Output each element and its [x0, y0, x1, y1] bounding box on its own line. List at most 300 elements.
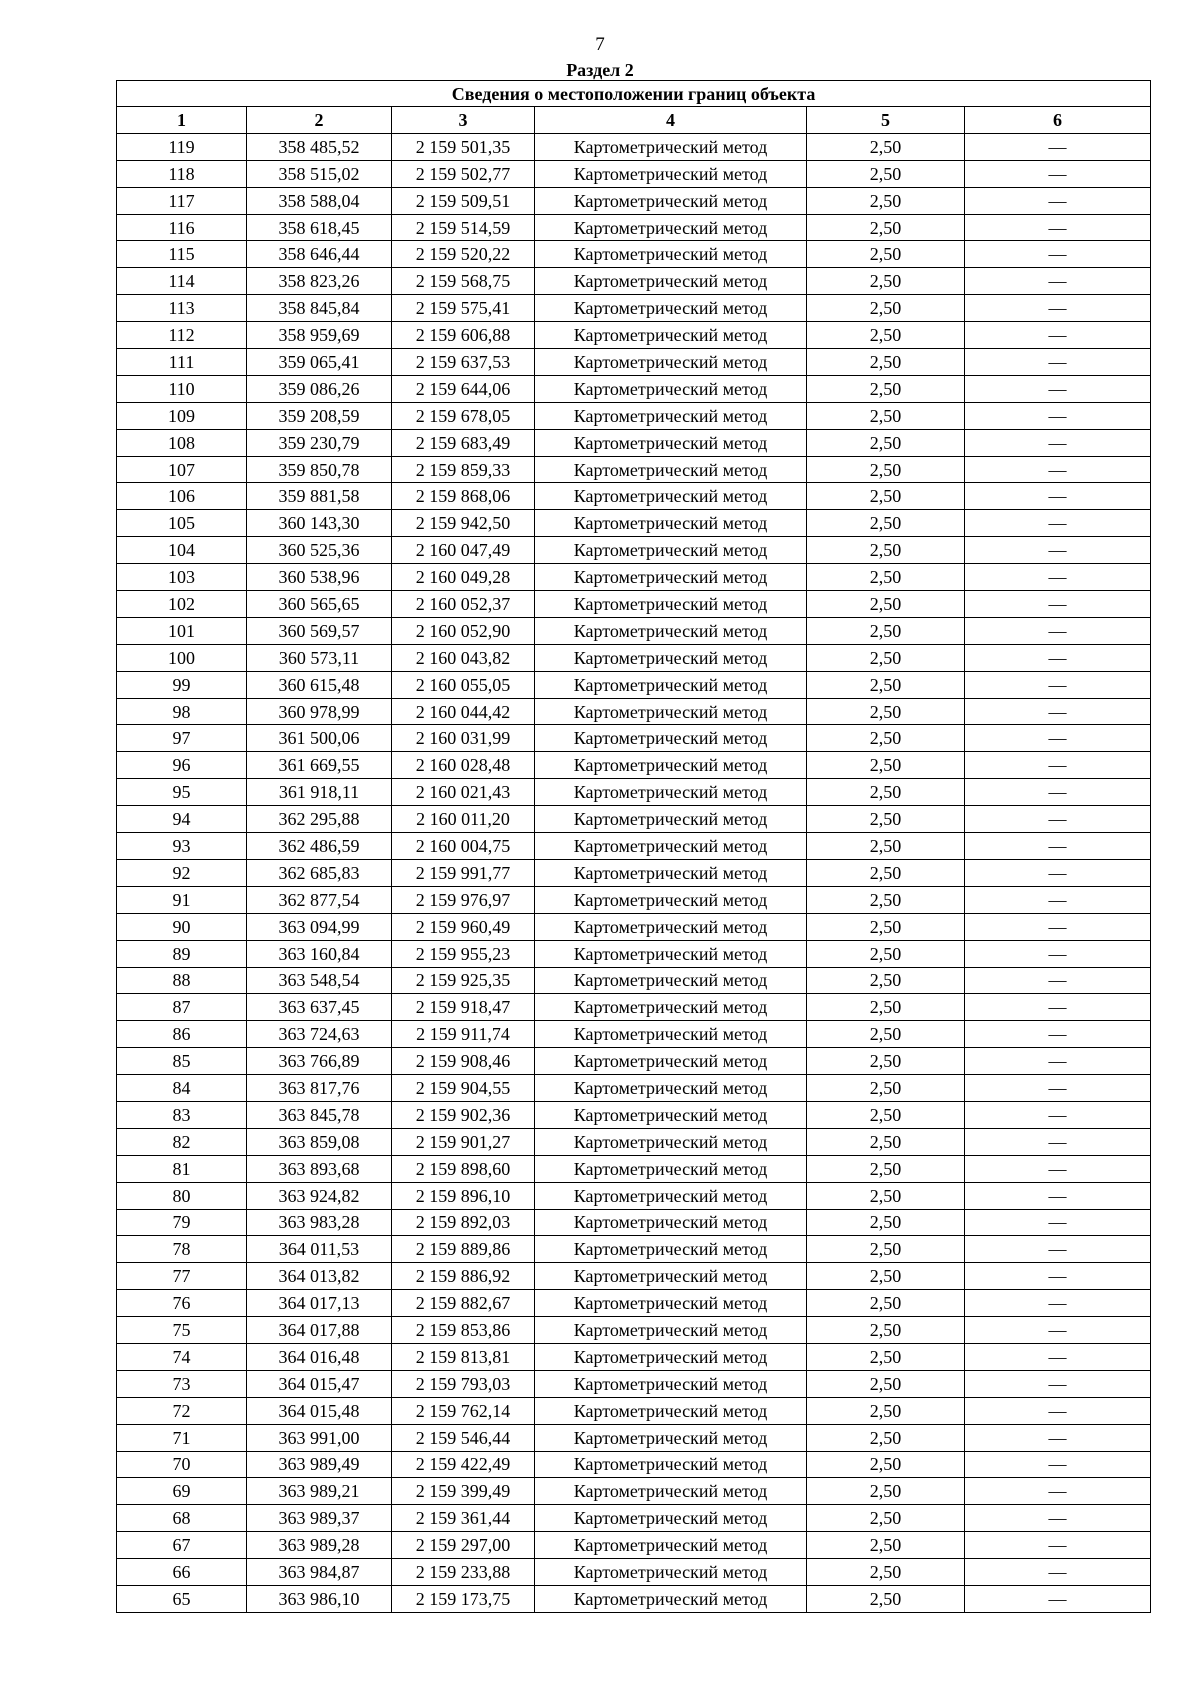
- method-cell: Картометрический метод: [535, 994, 807, 1021]
- table-row: [117, 510, 1151, 537]
- point-number-cell: 73: [117, 1370, 247, 1397]
- note-cell: —: [965, 564, 1151, 591]
- note-cell: —: [965, 456, 1151, 483]
- accuracy-cell: 2,50: [807, 698, 965, 725]
- x-coordinate-cell: 359 208,59: [247, 402, 392, 429]
- method-cell: Картометрический метод: [535, 617, 807, 644]
- table-row: [117, 483, 1151, 510]
- y-coordinate-cell: 2 159 955,23: [392, 940, 535, 967]
- y-coordinate-cell: 2 159 762,14: [392, 1397, 535, 1424]
- table-row: [117, 1451, 1151, 1478]
- x-coordinate-cell: 358 515,02: [247, 160, 392, 187]
- point-number-cell: 110: [117, 375, 247, 402]
- x-coordinate-cell: 363 924,82: [247, 1182, 392, 1209]
- accuracy-cell: 2,50: [807, 1236, 965, 1263]
- x-coordinate-cell: 363 989,21: [247, 1478, 392, 1505]
- method-cell: Картометрический метод: [535, 1370, 807, 1397]
- accuracy-cell: 2,50: [807, 322, 965, 349]
- point-number-cell: 101: [117, 617, 247, 644]
- note-cell: —: [965, 833, 1151, 860]
- point-number-cell: 106: [117, 483, 247, 510]
- accuracy-cell: 2,50: [807, 1075, 965, 1102]
- note-cell: —: [965, 1209, 1151, 1236]
- accuracy-cell: 2,50: [807, 886, 965, 913]
- note-cell: —: [965, 1021, 1151, 1048]
- accuracy-cell: 2,50: [807, 1370, 965, 1397]
- note-cell: —: [965, 268, 1151, 295]
- table-row: [117, 752, 1151, 779]
- x-coordinate-cell: 363 893,68: [247, 1155, 392, 1182]
- x-coordinate-cell: 359 065,41: [247, 349, 392, 376]
- y-coordinate-cell: 2 159 501,35: [392, 133, 535, 160]
- table-row: [117, 779, 1151, 806]
- method-cell: Картометрический метод: [535, 967, 807, 994]
- point-number-cell: 65: [117, 1585, 247, 1612]
- accuracy-cell: 2,50: [807, 349, 965, 376]
- method-cell: Картометрический метод: [535, 349, 807, 376]
- x-coordinate-cell: 359 230,79: [247, 429, 392, 456]
- method-cell: Картометрический метод: [535, 187, 807, 214]
- column-number: 3: [392, 107, 535, 134]
- table-row: [117, 1182, 1151, 1209]
- method-cell: Картометрический метод: [535, 1101, 807, 1128]
- method-cell: Картометрический метод: [535, 1343, 807, 1370]
- method-cell: Картометрический метод: [535, 1451, 807, 1478]
- method-cell: Картометрический метод: [535, 322, 807, 349]
- method-cell: Картометрический метод: [535, 160, 807, 187]
- point-number-cell: 94: [117, 806, 247, 833]
- x-coordinate-cell: 360 569,57: [247, 617, 392, 644]
- note-cell: —: [965, 375, 1151, 402]
- table-row: [117, 214, 1151, 241]
- x-coordinate-cell: 362 486,59: [247, 833, 392, 860]
- point-number-cell: 80: [117, 1182, 247, 1209]
- method-cell: Картометрический метод: [535, 1424, 807, 1451]
- accuracy-cell: 2,50: [807, 133, 965, 160]
- note-cell: —: [965, 160, 1151, 187]
- y-coordinate-cell: 2 160 044,42: [392, 698, 535, 725]
- point-number-cell: 102: [117, 591, 247, 618]
- method-cell: Картометрический метод: [535, 268, 807, 295]
- table-row: [117, 1236, 1151, 1263]
- method-cell: Картометрический метод: [535, 913, 807, 940]
- column-number: 4: [535, 107, 807, 134]
- note-cell: —: [965, 187, 1151, 214]
- boundary-coordinates-table: [116, 80, 1151, 1613]
- table-row: [117, 725, 1151, 752]
- accuracy-cell: 2,50: [807, 806, 965, 833]
- y-coordinate-cell: 2 160 031,99: [392, 725, 535, 752]
- y-coordinate-cell: 2 160 004,75: [392, 833, 535, 860]
- note-cell: —: [965, 1236, 1151, 1263]
- note-cell: —: [965, 1397, 1151, 1424]
- accuracy-cell: 2,50: [807, 402, 965, 429]
- point-number-cell: 72: [117, 1397, 247, 1424]
- x-coordinate-cell: 360 978,99: [247, 698, 392, 725]
- accuracy-cell: 2,50: [807, 429, 965, 456]
- table-row: [117, 1155, 1151, 1182]
- note-cell: —: [965, 671, 1151, 698]
- accuracy-cell: 2,50: [807, 1424, 965, 1451]
- x-coordinate-cell: 360 615,48: [247, 671, 392, 698]
- method-cell: Картометрический метод: [535, 1532, 807, 1559]
- accuracy-cell: 2,50: [807, 1505, 965, 1532]
- table-row: [117, 537, 1151, 564]
- accuracy-cell: 2,50: [807, 1317, 965, 1344]
- table-row: [117, 322, 1151, 349]
- table-row: [117, 456, 1151, 483]
- column-number-row: [117, 107, 1151, 134]
- y-coordinate-cell: 2 160 052,90: [392, 617, 535, 644]
- table-row: [117, 1021, 1151, 1048]
- table-row: [117, 913, 1151, 940]
- y-coordinate-cell: 2 159 886,92: [392, 1263, 535, 1290]
- point-number-cell: 103: [117, 564, 247, 591]
- accuracy-cell: 2,50: [807, 268, 965, 295]
- table-row: [117, 967, 1151, 994]
- method-cell: Картометрический метод: [535, 644, 807, 671]
- x-coordinate-cell: 363 637,45: [247, 994, 392, 1021]
- method-cell: Картометрический метод: [535, 591, 807, 618]
- y-coordinate-cell: 2 159 911,74: [392, 1021, 535, 1048]
- method-cell: Картометрический метод: [535, 1209, 807, 1236]
- x-coordinate-cell: 364 015,47: [247, 1370, 392, 1397]
- note-cell: —: [965, 725, 1151, 752]
- point-number-cell: 105: [117, 510, 247, 537]
- point-number-cell: 118: [117, 160, 247, 187]
- table-row: [117, 1128, 1151, 1155]
- method-cell: Картометрический метод: [535, 1048, 807, 1075]
- note-cell: —: [965, 1370, 1151, 1397]
- y-coordinate-cell: 2 159 173,75: [392, 1585, 535, 1612]
- column-number: 5: [807, 107, 965, 134]
- note-cell: —: [965, 967, 1151, 994]
- note-cell: —: [965, 1290, 1151, 1317]
- method-cell: Картометрический метод: [535, 456, 807, 483]
- table-row: [117, 1317, 1151, 1344]
- accuracy-cell: 2,50: [807, 1290, 965, 1317]
- point-number-cell: 107: [117, 456, 247, 483]
- table-body: [117, 133, 1151, 1612]
- table-row: [117, 1101, 1151, 1128]
- accuracy-cell: 2,50: [807, 779, 965, 806]
- x-coordinate-cell: 361 669,55: [247, 752, 392, 779]
- accuracy-cell: 2,50: [807, 1451, 965, 1478]
- method-cell: Картометрический метод: [535, 1021, 807, 1048]
- accuracy-cell: 2,50: [807, 1397, 965, 1424]
- point-number-cell: 119: [117, 133, 247, 160]
- y-coordinate-cell: 2 159 520,22: [392, 241, 535, 268]
- accuracy-cell: 2,50: [807, 644, 965, 671]
- point-number-cell: 84: [117, 1075, 247, 1102]
- x-coordinate-cell: 363 766,89: [247, 1048, 392, 1075]
- x-coordinate-cell: 360 573,11: [247, 644, 392, 671]
- table-row: [117, 1559, 1151, 1586]
- accuracy-cell: 2,50: [807, 1478, 965, 1505]
- point-number-cell: 83: [117, 1101, 247, 1128]
- accuracy-cell: 2,50: [807, 1209, 965, 1236]
- accuracy-cell: 2,50: [807, 564, 965, 591]
- x-coordinate-cell: 359 086,26: [247, 375, 392, 402]
- note-cell: —: [965, 752, 1151, 779]
- y-coordinate-cell: 2 159 297,00: [392, 1532, 535, 1559]
- method-cell: Картометрический метод: [535, 1075, 807, 1102]
- point-number-cell: 111: [117, 349, 247, 376]
- y-coordinate-cell: 2 159 901,27: [392, 1128, 535, 1155]
- x-coordinate-cell: 363 160,84: [247, 940, 392, 967]
- point-number-cell: 85: [117, 1048, 247, 1075]
- column-number: 2: [247, 107, 392, 134]
- note-cell: —: [965, 859, 1151, 886]
- y-coordinate-cell: 2 159 889,86: [392, 1236, 535, 1263]
- point-number-cell: 90: [117, 913, 247, 940]
- accuracy-cell: 2,50: [807, 295, 965, 322]
- table-row: [117, 133, 1151, 160]
- method-cell: Картометрический метод: [535, 1397, 807, 1424]
- point-number-cell: 81: [117, 1155, 247, 1182]
- table-row: [117, 671, 1151, 698]
- accuracy-cell: 2,50: [807, 241, 965, 268]
- x-coordinate-cell: 358 823,26: [247, 268, 392, 295]
- y-coordinate-cell: 2 159 976,97: [392, 886, 535, 913]
- method-cell: Картометрический метод: [535, 1290, 807, 1317]
- table-row: [117, 591, 1151, 618]
- table-row: [117, 644, 1151, 671]
- accuracy-cell: 2,50: [807, 591, 965, 618]
- x-coordinate-cell: 361 500,06: [247, 725, 392, 752]
- table-row: [117, 940, 1151, 967]
- accuracy-cell: 2,50: [807, 913, 965, 940]
- note-cell: —: [965, 510, 1151, 537]
- table-row: [117, 1075, 1151, 1102]
- method-cell: Картометрический метод: [535, 671, 807, 698]
- accuracy-cell: 2,50: [807, 617, 965, 644]
- x-coordinate-cell: 364 017,88: [247, 1317, 392, 1344]
- accuracy-cell: 2,50: [807, 752, 965, 779]
- note-cell: —: [965, 940, 1151, 967]
- x-coordinate-cell: 363 859,08: [247, 1128, 392, 1155]
- y-coordinate-cell: 2 159 896,10: [392, 1182, 535, 1209]
- method-cell: Картометрический метод: [535, 1263, 807, 1290]
- note-cell: —: [965, 429, 1151, 456]
- x-coordinate-cell: 360 143,30: [247, 510, 392, 537]
- x-coordinate-cell: 364 015,48: [247, 1397, 392, 1424]
- y-coordinate-cell: 2 159 399,49: [392, 1478, 535, 1505]
- method-cell: Картометрический метод: [535, 537, 807, 564]
- y-coordinate-cell: 2 159 637,53: [392, 349, 535, 376]
- x-coordinate-cell: 363 991,00: [247, 1424, 392, 1451]
- x-coordinate-cell: 364 017,13: [247, 1290, 392, 1317]
- accuracy-cell: 2,50: [807, 1343, 965, 1370]
- table-row: [117, 1048, 1151, 1075]
- note-cell: —: [965, 349, 1151, 376]
- y-coordinate-cell: 2 159 644,06: [392, 375, 535, 402]
- method-cell: Картометрический метод: [535, 859, 807, 886]
- y-coordinate-cell: 2 159 898,60: [392, 1155, 535, 1182]
- y-coordinate-cell: 2 160 028,48: [392, 752, 535, 779]
- x-coordinate-cell: 363 817,76: [247, 1075, 392, 1102]
- column-number: 1: [117, 107, 247, 134]
- method-cell: Картометрический метод: [535, 375, 807, 402]
- table-row: [117, 187, 1151, 214]
- y-coordinate-cell: 2 159 678,05: [392, 402, 535, 429]
- table-row: [117, 1209, 1151, 1236]
- note-cell: —: [965, 537, 1151, 564]
- x-coordinate-cell: 359 881,58: [247, 483, 392, 510]
- table-row: [117, 1290, 1151, 1317]
- method-cell: Картометрический метод: [535, 564, 807, 591]
- note-cell: —: [965, 779, 1151, 806]
- accuracy-cell: 2,50: [807, 833, 965, 860]
- x-coordinate-cell: 361 918,11: [247, 779, 392, 806]
- note-cell: —: [965, 1585, 1151, 1612]
- method-cell: Картометрический метод: [535, 214, 807, 241]
- method-cell: Картометрический метод: [535, 725, 807, 752]
- table-row: [117, 1263, 1151, 1290]
- point-number-cell: 98: [117, 698, 247, 725]
- method-cell: Картометрический метод: [535, 429, 807, 456]
- y-coordinate-cell: 2 159 606,88: [392, 322, 535, 349]
- y-coordinate-cell: 2 159 575,41: [392, 295, 535, 322]
- note-cell: —: [965, 1532, 1151, 1559]
- note-cell: —: [965, 1128, 1151, 1155]
- note-cell: —: [965, 1263, 1151, 1290]
- x-coordinate-cell: 363 989,37: [247, 1505, 392, 1532]
- point-number-cell: 79: [117, 1209, 247, 1236]
- y-coordinate-cell: 2 160 049,28: [392, 564, 535, 591]
- table-caption: Сведения о местоположении границ объекта: [117, 81, 1151, 107]
- method-cell: Картометрический метод: [535, 295, 807, 322]
- y-coordinate-cell: 2 159 853,86: [392, 1317, 535, 1344]
- point-number-cell: 96: [117, 752, 247, 779]
- y-coordinate-cell: 2 159 942,50: [392, 510, 535, 537]
- y-coordinate-cell: 2 160 011,20: [392, 806, 535, 833]
- table-row: [117, 617, 1151, 644]
- y-coordinate-cell: 2 159 904,55: [392, 1075, 535, 1102]
- point-number-cell: 66: [117, 1559, 247, 1586]
- accuracy-cell: 2,50: [807, 1263, 965, 1290]
- accuracy-cell: 2,50: [807, 1585, 965, 1612]
- point-number-cell: 104: [117, 537, 247, 564]
- point-number-cell: 93: [117, 833, 247, 860]
- note-cell: —: [965, 913, 1151, 940]
- y-coordinate-cell: 2 159 422,49: [392, 1451, 535, 1478]
- column-number: 6: [965, 107, 1151, 134]
- table-row: [117, 1424, 1151, 1451]
- accuracy-cell: 2,50: [807, 456, 965, 483]
- table-row: [117, 994, 1151, 1021]
- method-cell: Картометрический метод: [535, 510, 807, 537]
- method-cell: Картометрический метод: [535, 806, 807, 833]
- point-number-cell: 89: [117, 940, 247, 967]
- note-cell: —: [965, 617, 1151, 644]
- point-number-cell: 115: [117, 241, 247, 268]
- x-coordinate-cell: 358 618,45: [247, 214, 392, 241]
- x-coordinate-cell: 358 646,44: [247, 241, 392, 268]
- method-cell: Картометрический метод: [535, 1478, 807, 1505]
- table-row: [117, 375, 1151, 402]
- method-cell: Картометрический метод: [535, 1128, 807, 1155]
- table-caption-row: [117, 81, 1151, 107]
- point-number-cell: 70: [117, 1451, 247, 1478]
- table-row: [117, 886, 1151, 913]
- method-cell: Картометрический метод: [535, 752, 807, 779]
- y-coordinate-cell: 2 159 546,44: [392, 1424, 535, 1451]
- accuracy-cell: 2,50: [807, 1048, 965, 1075]
- note-cell: —: [965, 1155, 1151, 1182]
- x-coordinate-cell: 363 989,28: [247, 1532, 392, 1559]
- accuracy-cell: 2,50: [807, 1559, 965, 1586]
- y-coordinate-cell: 2 159 361,44: [392, 1505, 535, 1532]
- note-cell: —: [965, 591, 1151, 618]
- x-coordinate-cell: 364 016,48: [247, 1343, 392, 1370]
- note-cell: —: [965, 1317, 1151, 1344]
- note-cell: —: [965, 1559, 1151, 1586]
- y-coordinate-cell: 2 159 813,81: [392, 1343, 535, 1370]
- note-cell: —: [965, 1075, 1151, 1102]
- note-cell: —: [965, 886, 1151, 913]
- x-coordinate-cell: 358 959,69: [247, 322, 392, 349]
- y-coordinate-cell: 2 159 502,77: [392, 160, 535, 187]
- point-number-cell: 116: [117, 214, 247, 241]
- note-cell: —: [965, 1101, 1151, 1128]
- accuracy-cell: 2,50: [807, 940, 965, 967]
- y-coordinate-cell: 2 160 043,82: [392, 644, 535, 671]
- accuracy-cell: 2,50: [807, 1021, 965, 1048]
- y-coordinate-cell: 2 159 918,47: [392, 994, 535, 1021]
- x-coordinate-cell: 364 011,53: [247, 1236, 392, 1263]
- y-coordinate-cell: 2 159 960,49: [392, 913, 535, 940]
- x-coordinate-cell: 364 013,82: [247, 1263, 392, 1290]
- x-coordinate-cell: 363 845,78: [247, 1101, 392, 1128]
- point-number-cell: 88: [117, 967, 247, 994]
- point-number-cell: 97: [117, 725, 247, 752]
- point-number-cell: 112: [117, 322, 247, 349]
- point-number-cell: 100: [117, 644, 247, 671]
- point-number-cell: 69: [117, 1478, 247, 1505]
- table-row: [117, 241, 1151, 268]
- point-number-cell: 77: [117, 1263, 247, 1290]
- x-coordinate-cell: 363 094,99: [247, 913, 392, 940]
- y-coordinate-cell: 2 159 892,03: [392, 1209, 535, 1236]
- table-row: [117, 1532, 1151, 1559]
- y-coordinate-cell: 2 159 793,03: [392, 1370, 535, 1397]
- method-cell: Картометрический метод: [535, 1585, 807, 1612]
- method-cell: Картометрический метод: [535, 940, 807, 967]
- point-number-cell: 76: [117, 1290, 247, 1317]
- accuracy-cell: 2,50: [807, 1532, 965, 1559]
- accuracy-cell: 2,50: [807, 1182, 965, 1209]
- table-row: [117, 1505, 1151, 1532]
- method-cell: Картометрический метод: [535, 1182, 807, 1209]
- y-coordinate-cell: 2 159 683,49: [392, 429, 535, 456]
- y-coordinate-cell: 2 159 908,46: [392, 1048, 535, 1075]
- note-cell: —: [965, 1343, 1151, 1370]
- method-cell: Картометрический метод: [535, 833, 807, 860]
- accuracy-cell: 2,50: [807, 187, 965, 214]
- table-row: [117, 295, 1151, 322]
- accuracy-cell: 2,50: [807, 537, 965, 564]
- x-coordinate-cell: 363 986,10: [247, 1585, 392, 1612]
- table-row: [117, 1370, 1151, 1397]
- x-coordinate-cell: 363 989,49: [247, 1451, 392, 1478]
- point-number-cell: 74: [117, 1343, 247, 1370]
- method-cell: Картометрический метод: [535, 483, 807, 510]
- accuracy-cell: 2,50: [807, 214, 965, 241]
- point-number-cell: 78: [117, 1236, 247, 1263]
- point-number-cell: 67: [117, 1532, 247, 1559]
- method-cell: Картометрический метод: [535, 886, 807, 913]
